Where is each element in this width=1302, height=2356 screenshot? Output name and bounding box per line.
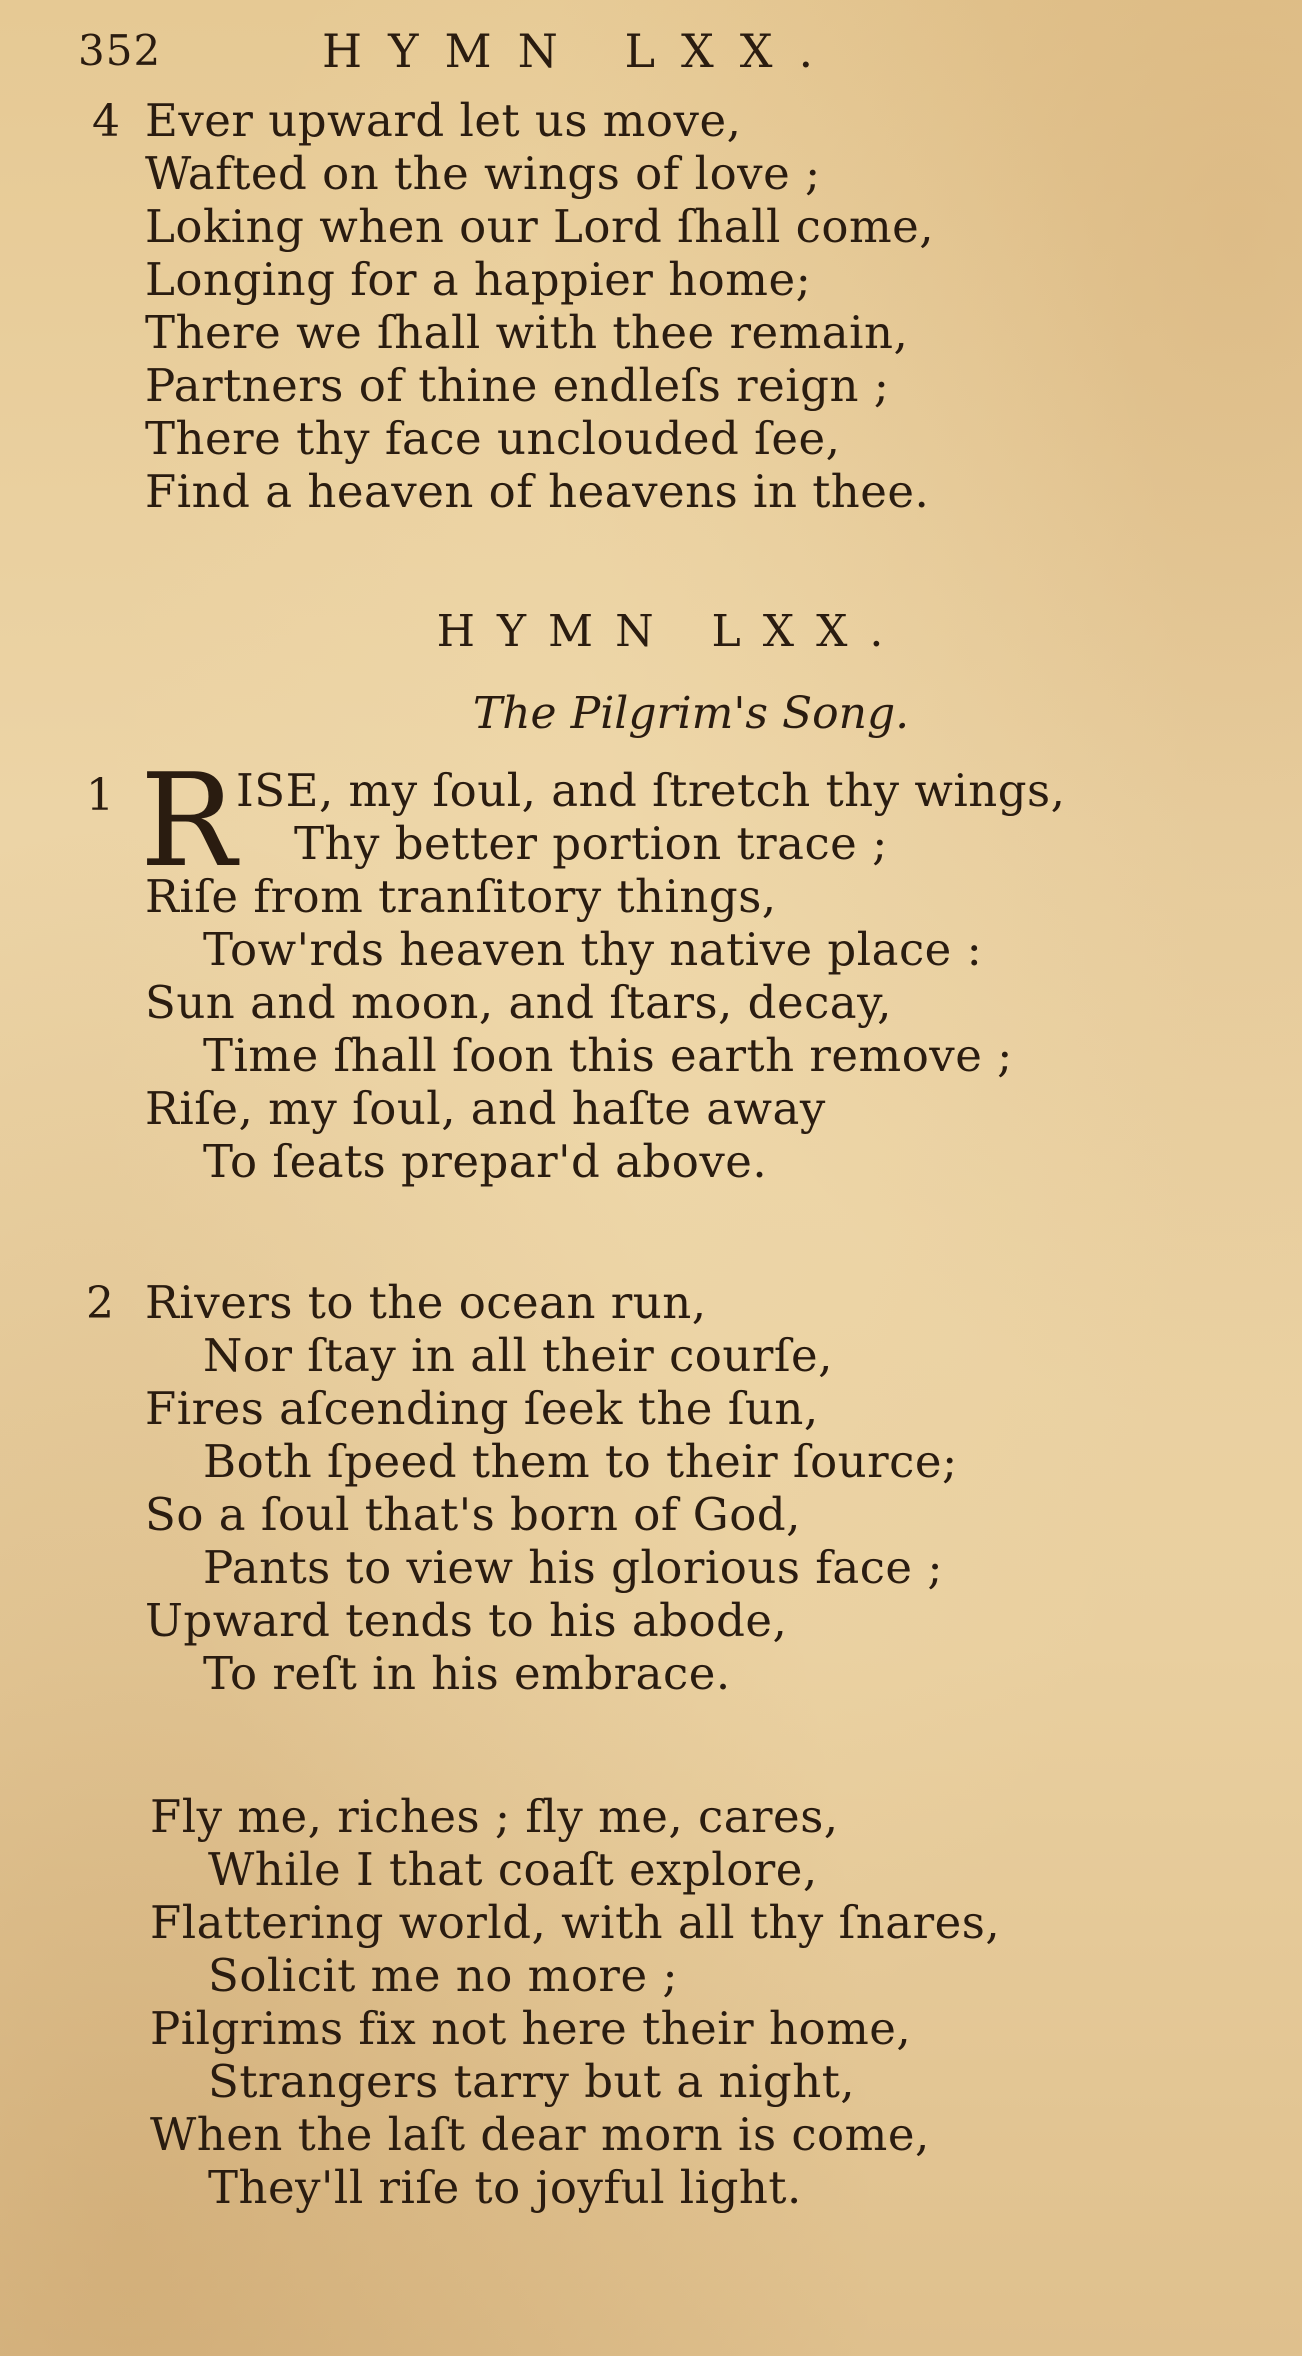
verse-line: To reſt in his embrace. bbox=[203, 1647, 731, 1700]
verse-line: They'll riſe to joyful light. bbox=[208, 2161, 802, 2214]
verse-line: Solicit me no more ; bbox=[208, 1949, 679, 2002]
stanza-number: 2 bbox=[86, 1278, 114, 1329]
verse-line: Wafted on the wings of love ; bbox=[145, 147, 821, 200]
stanza-opening bbox=[236, 764, 1065, 870]
verse-line: So a ſoul that's born of God, bbox=[145, 1488, 801, 1541]
verse-line: To ſeats prepar'd above. bbox=[203, 1135, 768, 1188]
verse-line: Nor ſtay in all their courſe, bbox=[203, 1329, 833, 1382]
verse-line: Pilgrims fix not here their home, bbox=[150, 2002, 912, 2055]
verse-line: ISE, my ſoul, and ſtretch thy wings, bbox=[236, 764, 1066, 817]
verse-line: Thy better portion trace ; bbox=[294, 817, 888, 870]
verse-line: Flattering world, with all thy ſnares, bbox=[150, 1896, 1001, 1949]
verse-line: Partners of thine endleſs reign ; bbox=[145, 359, 890, 412]
verse-line: Ever upward let us move, bbox=[145, 94, 742, 147]
stanza-3 bbox=[150, 1790, 1000, 2214]
stanza-number: 1 bbox=[86, 770, 114, 821]
hymn-heading: HYMN LXX. bbox=[436, 606, 906, 657]
drop-cap: R bbox=[140, 747, 237, 896]
hymn-subtitle: The Pilgrim's Song. bbox=[472, 688, 910, 739]
verse-line: Time ſhall ſoon this earth remove ; bbox=[203, 1029, 1013, 1082]
verse-line: Riſe from tranſitory things, bbox=[145, 870, 777, 923]
verse-line: Tow'rds heaven thy native place : bbox=[203, 923, 983, 976]
verse-line: There we ſhall with thee remain, bbox=[145, 306, 909, 359]
verse-line: Fly me, riches ; fly me, cares, bbox=[150, 1790, 839, 1843]
verse-line: Strangers tarry but a night, bbox=[208, 2055, 856, 2108]
verse-line: While I that coaſt explore, bbox=[208, 1843, 818, 1896]
verse-line: Sun and moon, and ſtars, decay, bbox=[145, 976, 892, 1029]
page-number: 352 bbox=[78, 26, 162, 75]
verse-line: There thy face unclouded ſee, bbox=[145, 412, 841, 465]
verse-line: Riſe, my ſoul, and haſte away bbox=[145, 1082, 826, 1135]
running-title: HYMN LXX. bbox=[322, 24, 840, 78]
verse-line: Both ſpeed them to their ſource; bbox=[203, 1435, 958, 1488]
verse-line: Rivers to the ocean run, bbox=[145, 1276, 707, 1329]
verse-line: Upward tends to his abode, bbox=[145, 1594, 788, 1647]
stanza-previous-hymn bbox=[145, 94, 934, 518]
verse-line: Loking when our Lord ſhall come, bbox=[145, 200, 935, 253]
verse-line: When the laſt dear morn is come, bbox=[150, 2108, 930, 2161]
verse-line: Find a heaven of heavens in thee. bbox=[145, 465, 930, 518]
stanza-2 bbox=[145, 1276, 958, 1700]
running-head bbox=[72, 18, 1222, 78]
verse-line: Fires aſcending ſeek the ſun, bbox=[145, 1382, 819, 1435]
verse-line: Longing for a happier home; bbox=[145, 253, 812, 306]
stanza-1 bbox=[145, 870, 1013, 1188]
verse-line: Pants to view his glorious face ; bbox=[203, 1541, 944, 1594]
stanza-number: 4 bbox=[92, 96, 120, 147]
